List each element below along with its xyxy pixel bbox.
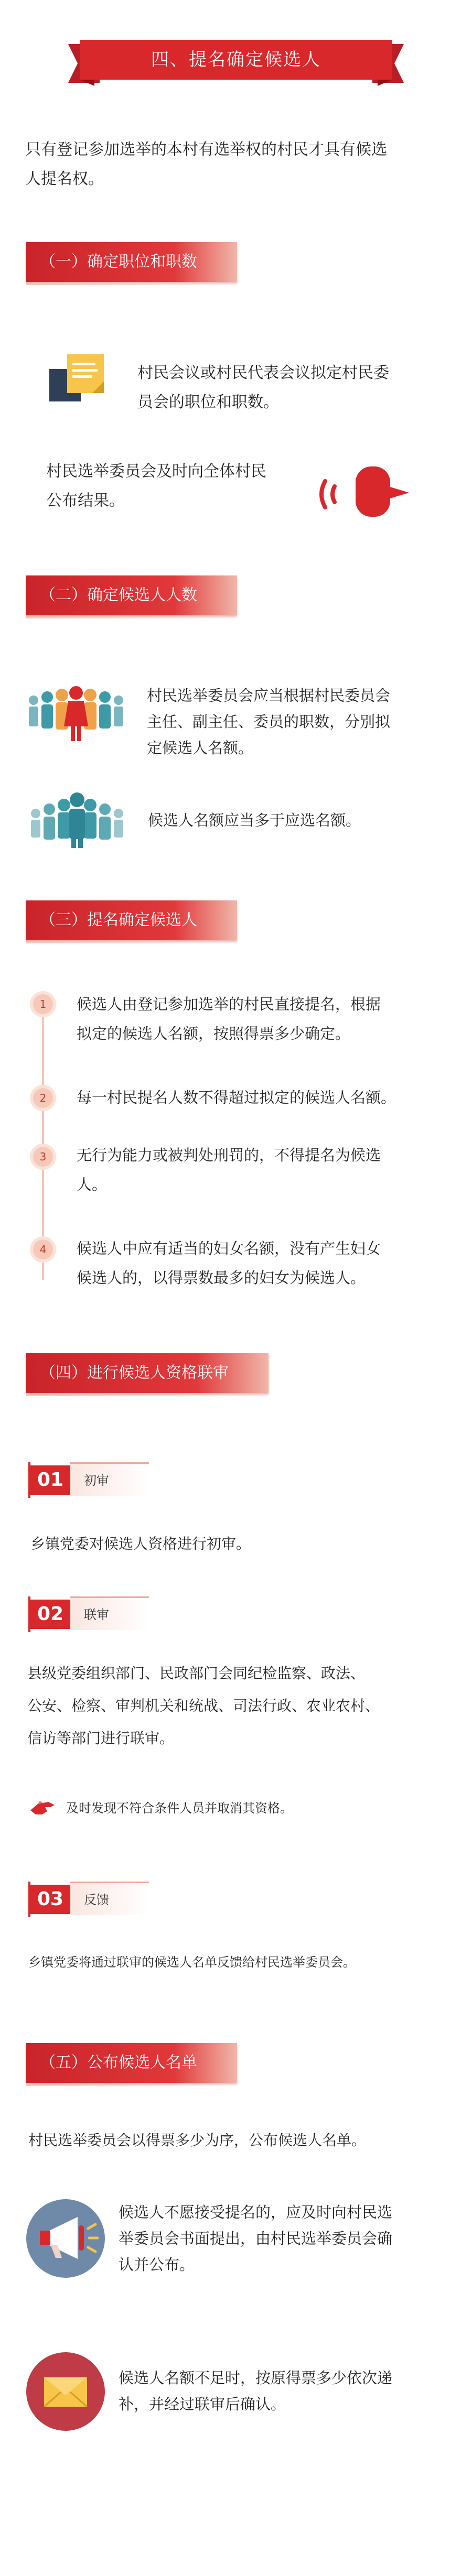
step-number: 02 bbox=[30, 1600, 70, 1629]
s1-item2-line: 公布结果。 bbox=[46, 492, 125, 510]
s1-item1-line: 村民会议或村民代表会议拟定村民委 bbox=[137, 364, 389, 382]
list-item-line: 无行为能力或被判处刑罚的，不得提名为候选 bbox=[77, 1146, 381, 1164]
s2-item1-line: 村民选举委员会应当根据村民委员会 bbox=[147, 687, 391, 704]
s5-intro-text: 村民选举委员会以得票多少为序，公布候选人名单。 bbox=[28, 2132, 367, 2149]
s2-item1-text bbox=[147, 682, 456, 761]
megaphone-icon bbox=[26, 2199, 105, 2278]
s5-item2-line: 补，并经过联审后确认。 bbox=[119, 2395, 286, 2413]
s5-item1-text bbox=[119, 2199, 459, 2278]
list-item-line: 每一村民提名人数不得超过拟定的候选人名额。 bbox=[77, 1089, 396, 1106]
list-item-line: 候选人的，以得票数最多的妇女为候选人。 bbox=[77, 1269, 366, 1287]
step-label: 联审 bbox=[70, 1596, 149, 1630]
step-number: 01 bbox=[30, 1465, 70, 1495]
s5-item1-line: 认并公布。 bbox=[119, 2256, 195, 2274]
list-item bbox=[77, 1140, 459, 1199]
step-2-line: 县级党委组织部门、民政部门会同纪检监察、政法、 bbox=[27, 1665, 366, 1682]
list-number: 2 bbox=[33, 1088, 53, 1108]
page-title: 四、提名确定候选人 bbox=[151, 49, 321, 70]
list-number: 4 bbox=[33, 1240, 53, 1259]
s5-item2-text bbox=[119, 2365, 459, 2417]
step-1-text: 乡镇党委对候选人资格进行初审。 bbox=[30, 1535, 251, 1552]
hand-point-icon bbox=[29, 1798, 56, 1819]
step-2-note: 及时发现不符合条件人员并取消其资格。 bbox=[66, 1801, 293, 1816]
intro-text bbox=[25, 135, 455, 194]
list-number: 3 bbox=[33, 1147, 53, 1167]
list-item bbox=[77, 1234, 459, 1292]
section-1-header: （一）确定职位和职数 bbox=[26, 242, 237, 282]
note-icon bbox=[44, 351, 112, 409]
section-4-header: （四）进行候选人资格联审 bbox=[26, 1353, 269, 1393]
list-number: 1 bbox=[33, 994, 53, 1014]
s2-item2-text: 候选人名额应当多于应选名额。 bbox=[148, 811, 361, 829]
intro-line-1: 只有登记参加选举的本村有选举权的村民才具有候选 bbox=[25, 140, 387, 159]
title-banner-wrap bbox=[68, 39, 404, 86]
s1-item1-line: 员会的职位和职数。 bbox=[137, 393, 279, 411]
list-item bbox=[77, 1083, 459, 1112]
list-item-line: 候选人中应有适当的妇女名额，没有产生妇女 bbox=[77, 1240, 381, 1257]
s2-item1-line: 主任、副主任、委员的职数，分别拟 bbox=[147, 713, 391, 731]
list-item bbox=[77, 990, 459, 1048]
list-item-line: 人。 bbox=[77, 1176, 108, 1193]
step-2-line: 信访等部门进行联审。 bbox=[27, 1730, 175, 1747]
step-2-line: 公安、检察、审判机关和统战、司法行政、农业农村、 bbox=[27, 1697, 380, 1714]
s2-item1-line: 定候选人名额。 bbox=[147, 739, 254, 757]
s1-item1-text bbox=[137, 358, 452, 417]
s1-item2-line: 村民选举委员会及时向全体村民 bbox=[46, 462, 266, 481]
step-label: 反馈 bbox=[70, 1882, 149, 1915]
section-3-header: （三）提名确定候选人 bbox=[26, 900, 237, 940]
s5-item1-line: 举委员会书面提出，由村民选举委员会确 bbox=[119, 2230, 393, 2247]
section-5-header: （五）公布候选人名单 bbox=[26, 2043, 237, 2083]
step-2-text bbox=[27, 1657, 463, 1755]
step-number: 03 bbox=[30, 1885, 70, 1914]
list-item-line: 候选人由登记参加选举的村民直接提名，根据 bbox=[77, 995, 381, 1013]
step-label: 初审 bbox=[70, 1462, 149, 1496]
speaker-icon bbox=[314, 465, 419, 523]
crowd-icon bbox=[26, 686, 126, 743]
intro-line-2: 人提名权。 bbox=[25, 170, 104, 188]
s1-item2-text bbox=[46, 457, 308, 516]
section-2-header: （二）确定候选人人数 bbox=[26, 575, 237, 615]
s5-item2-line: 候选人名额不足时，按原得票多少依次递 bbox=[119, 2369, 393, 2387]
list-connector-line bbox=[42, 1007, 44, 1280]
s5-item1-line: 候选人不愿接受提名的，应及时向村民选 bbox=[119, 2203, 393, 2221]
mail-icon bbox=[26, 2352, 105, 2431]
step-3-text: 乡镇党委将通过联审的候选人名单反馈给村民选举委员会。 bbox=[28, 1955, 356, 1970]
list-item-line: 拟定的候选人名额，按照得票多少确定。 bbox=[77, 1025, 351, 1042]
team-icon bbox=[27, 791, 127, 849]
